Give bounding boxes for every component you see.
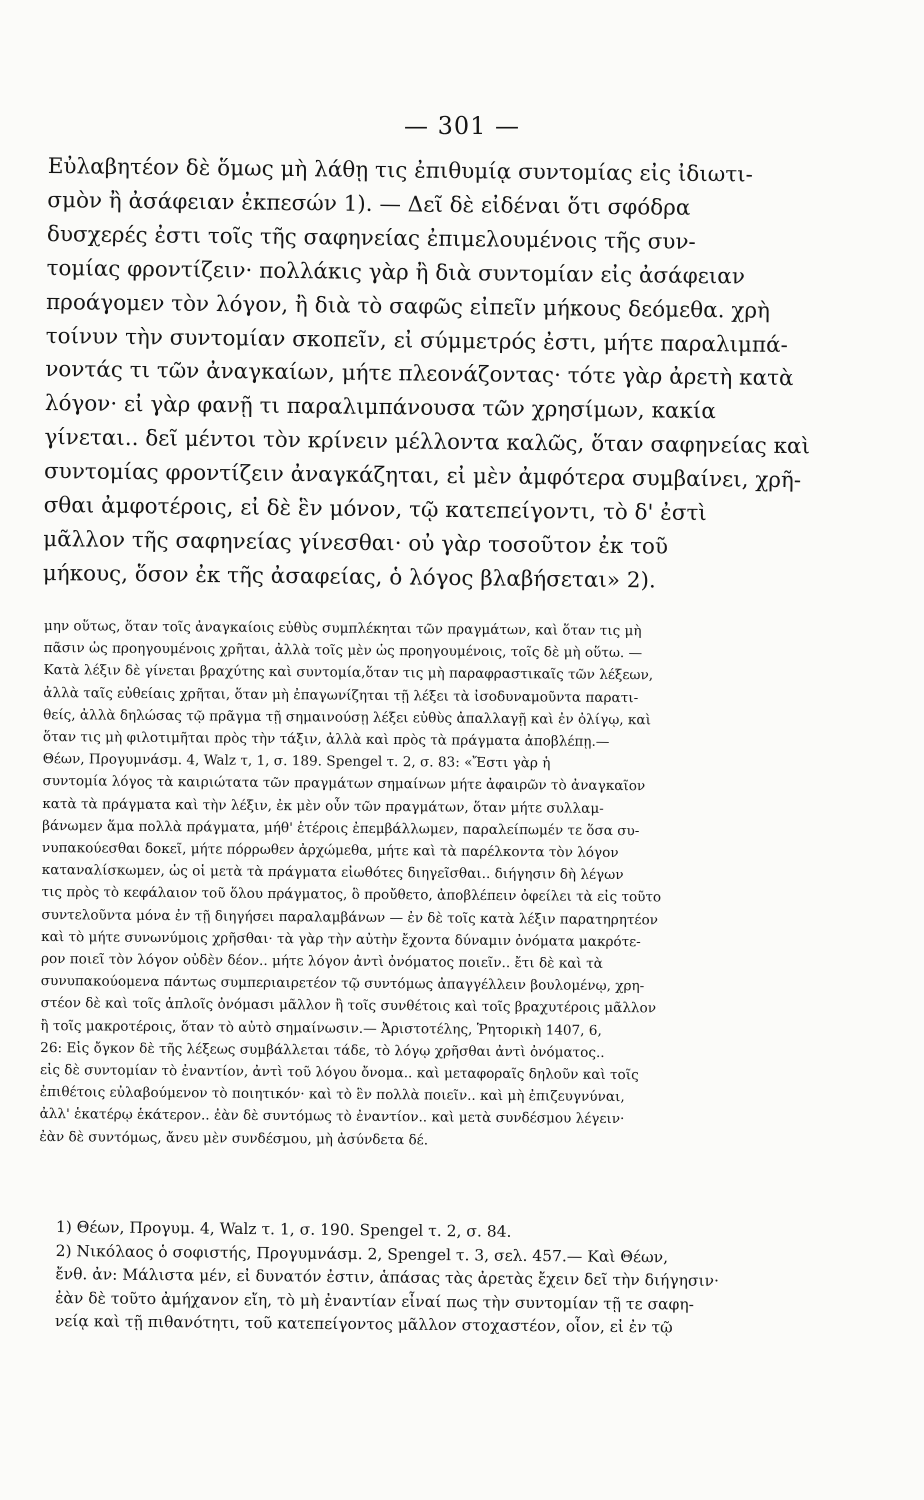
note-line: τις πρὸς τὸ κεφάλαιον τοῦ ὅλου πράγματος, ὃ προὔθετο, ἀποβλέπειν ὀφείλει τὰ εἰς τοῦτο (41, 884, 662, 906)
footnote-line: ἔνθ. ἀν: Μάλιστα μέν, εἰ δυνατόν ἐστιν, ἁπάσας τὰς ἀρετὰς ἔχειν δεῖ τὴν διήγησιν· (55, 1264, 720, 1290)
continued-footnote-block (39, 615, 896, 1155)
text-line: προάγομεν τὸν λόγον, ἢ διὰ τὸ σαφῶς εἰπεῖν μήκους δεόμεθα. χρὴ (45, 289, 771, 324)
note-line: μην οὕτως, ὅταν τοῖς ἀναγκαίοις εὐθὺς συμπλέκηται τῶν πραγμάτων, καὶ ὅταν τις μὴ (43, 617, 642, 640)
footnotes-block (55, 1216, 888, 1342)
text-line: σμὸν ἢ ἀσάφειαν ἐκπεσών 1). — Δεῖ δὲ εἰδέναι ὅτι σφόδρα (47, 187, 691, 221)
note-line: καταναλίσκωμεν, ὡς οἱ μετὰ τὰ πράγματα εἰωθότες διηγεῖσθαι.. διήγησιν δὴ λέγων (41, 862, 624, 884)
text-line: τομίας φροντίζειν· πολλάκις γὰρ ἢ διὰ συντομίαν εἰς ἀσάφειαν (46, 255, 746, 290)
note-line: στέον δὲ καὶ τοῖς ἁπλοῖς ὀνόμασι μᾶλλον ἢ τοῖς συνθέτοις καὶ τοῖς βραχυτέροις μᾶλλον (40, 995, 657, 1017)
text-line: μήκους, ὅσον ἐκ τῆς ἀσαφείας, ὁ λόγος βλαβήσεται» 2). (42, 560, 656, 594)
footnote-line: νείᾳ καὶ τῇ πιθανότητι, τοῦ κατεπείγοντος μᾶλλον στοχαστέον, οἷον, εἰ ἐν τῷ (54, 1311, 673, 1337)
note-line: καὶ τὸ μήτε συνωνύμοις χρῆσθαι· τὰ γὰρ τὴν αὐτὴν ἔχοντα δύναμιν ὀνόματα μακρότε- (41, 928, 641, 951)
text-line: τοίνυν τὴν συντομίαν σκοπεῖν, εἰ σύμμετρός ἐστι, μήτε παραλιμπά- (45, 323, 789, 358)
text-line: σθαι ἀμφοτέροις, εἰ δὲ ἓν μόνον, τῷ κατεπείγοντι, τὸ δ' ἐστὶ (43, 493, 707, 527)
text-line: νοντάς τι τῶν ἀναγκαίων, μήτε πλεονάζοντας· τότε γὰρ ἀρετὴ κατὰ (45, 357, 794, 392)
text-line: Εὐλαβητέον δὲ ὅμως μὴ λάθῃ τις ἐπιθυμίᾳ συντομίας εἰς ἰδιωτι- (47, 153, 754, 188)
footnote-line: 2) Νικόλαος ὁ σοφιστής, Προγυμνάσμ. 2, Spengel τ. 3, σελ. 457.— Καὶ Θέων, (55, 1241, 669, 1266)
note-line: βάνωμεν ἅμα πολλὰ πράγματα, μήθ' ἑτέροις ἐπεμβάλλωμεν, παραλείπωμέν τε ὅσα συ- (42, 817, 640, 840)
note-line: ἀλλ' ἑκατέρῳ ἑκάτερον.. ἐὰν δὲ συντόμως τὸ ἐναντίον.. καὶ μετὰ συνδέσμου λέγειν· (39, 1106, 625, 1128)
note-line: ἢ τοῖς μακροτέροις, ὅταν τὸ αὐτὸ σημαίνωσιν.— Ἀριστοτέλης, Ῥητορικὴ 1407, 6, (40, 1017, 602, 1039)
note-line: ρον ποιεῖ τὸν λόγον οὐδὲν δέον.. μήτε λόγον ἀντὶ ὀνόματος ποιεῖν.. ἔτι δὲ καὶ τὰ (40, 951, 603, 972)
text-line: γίνεται.. δεῖ μέντοι τὸν κρίνειν μέλλοντα καλῶς, ὅταν σαφηνείας καὶ (44, 425, 811, 460)
text-line: λόγον· εἰ γὰρ φανῇ τι παραλιμπάνουσα τῶν χρησίμων, κακία (44, 391, 717, 425)
note-line: συνυπακούομενα πάντως συμπεριαιρετέον τῷ συντόμως ἀπαγγέλλειν βουλομένῳ, χρη- (40, 973, 645, 995)
note-line: Κατὰ λέξιν δὲ γίνεται βραχύτης καὶ συντομία,ὅταν τις μὴ παραφραστικαῖς τῶν λέξεων, (43, 662, 654, 684)
note-line: ὅταν τις μὴ φιλοτιμῆται πρὸς τὴν τάξιν, ἀλλὰ καὶ πρὸς τὰ πράγματα ἀποβλέπῃ.— (42, 729, 610, 750)
note-line: Θέων, Προγυμνάσμ. 4, Walz τ, 1, σ. 189. Spengel τ. 2, σ. 83: «Ἔστι γὰρ ἡ (42, 751, 551, 772)
page-number: — 301 — (403, 112, 521, 140)
note-line: κατὰ τὰ πράγματα καὶ τὴν λέξιν, ἐκ μὲν οὖν τῶν πραγμάτων, ὅταν μήτε συλλαμ- (42, 795, 604, 817)
footnote-line: ἐὰν δὲ τοῦτο ἀμήχανον εἴη, τὸ μὴ ἐναντίαν εἶναί πως τὴν συντομίαν τῇ τε σαφη- (55, 1288, 695, 1314)
main-text-block (43, 150, 888, 601)
footnote-line: 1) Θέων, Προγυμ. 4, Walz τ. 1, σ. 190. Spengel τ. 2, σ. 84. (55, 1217, 512, 1241)
note-line: πᾶσιν ὡς προηγουμένοις χρῆται, ἀλλὰ τοῖς μὲν ὡς προηγουμένοις, τοῖς δὲ μὴ οὕτω. — (43, 640, 643, 662)
note-line: 26: Εἰς ὄγκον δὲ τῆς λέξεως συμβάλλεται τάδε, τὸ λόγῳ χρῆσθαι ἀντὶ ὀνόματος.. (40, 1039, 605, 1061)
text-line: δυσχερές ἐστι τοῖς τῆς σαφηνείας ἐπιμελουμένοις τῆς συν- (46, 221, 696, 255)
note-line: συντομία λόγος τὰ καιριώτατα τῶν πραγμάτων σημαίνων μήτε ἀφαιρῶν τὸ ἀναγκαῖον (42, 773, 646, 795)
note-line: θείς, ἀλλὰ δηλώσας τῷ πρᾶγμα τῇ σημαινούσῃ λέξει εὐθὺς ἀπαλλαγῇ καὶ ἐν ὀλίγῳ, καὶ (43, 706, 652, 729)
note-line: ἐπιθέτοις εὐλαβούμενον τὸ ποιητικόν· καὶ τὸ ἓν πολλὰ ποιεῖν.. καὶ μὴ ἐπιζευγνύναι, (39, 1084, 625, 1106)
note-line: ἀλλὰ ταῖς εὐθείαις χρῆται, ὅταν μὴ ἐπαγωνίζηται τῇ λέξει τὰ ἰσοδυναμοῦντα παρατι- (43, 684, 639, 706)
text-line: συντομίας φροντίζειν ἀναγκάζηται, εἰ μὲν ἀμφότερα συμβαίνει, χρῆ- (43, 459, 802, 494)
note-line: ἐὰν δὲ συντόμως, ἄνευ μὲν συνδέσμου, μὴ ἀσύνδετα δέ. (39, 1128, 429, 1149)
text-line: μᾶλλον τῆς σαφηνείας γίνεσθαι· οὐ γὰρ τοσοῦτον ἐκ τοῦ (43, 526, 669, 560)
note-line: συντελοῦντα μόνα ἐν τῇ διηγήσει παραλαμβάνων — ἐν δὲ τοῖς κατὰ λέξιν παρατηρητέον (41, 906, 659, 929)
note-line: εἰς δὲ συντομίαν τὸ ἐναντίον, ἀντὶ τοῦ λόγου ὄνομα.. καὶ μεταφοραῖς δηλοῦν καὶ τοῖς (39, 1062, 639, 1084)
note-line: νυπακούεσθαι δοκεῖ, μήτε πόρρωθεν ἀρχώμεθα, μήτε καὶ τὰ παρέλκοντα τὸν λόγον (41, 840, 619, 862)
